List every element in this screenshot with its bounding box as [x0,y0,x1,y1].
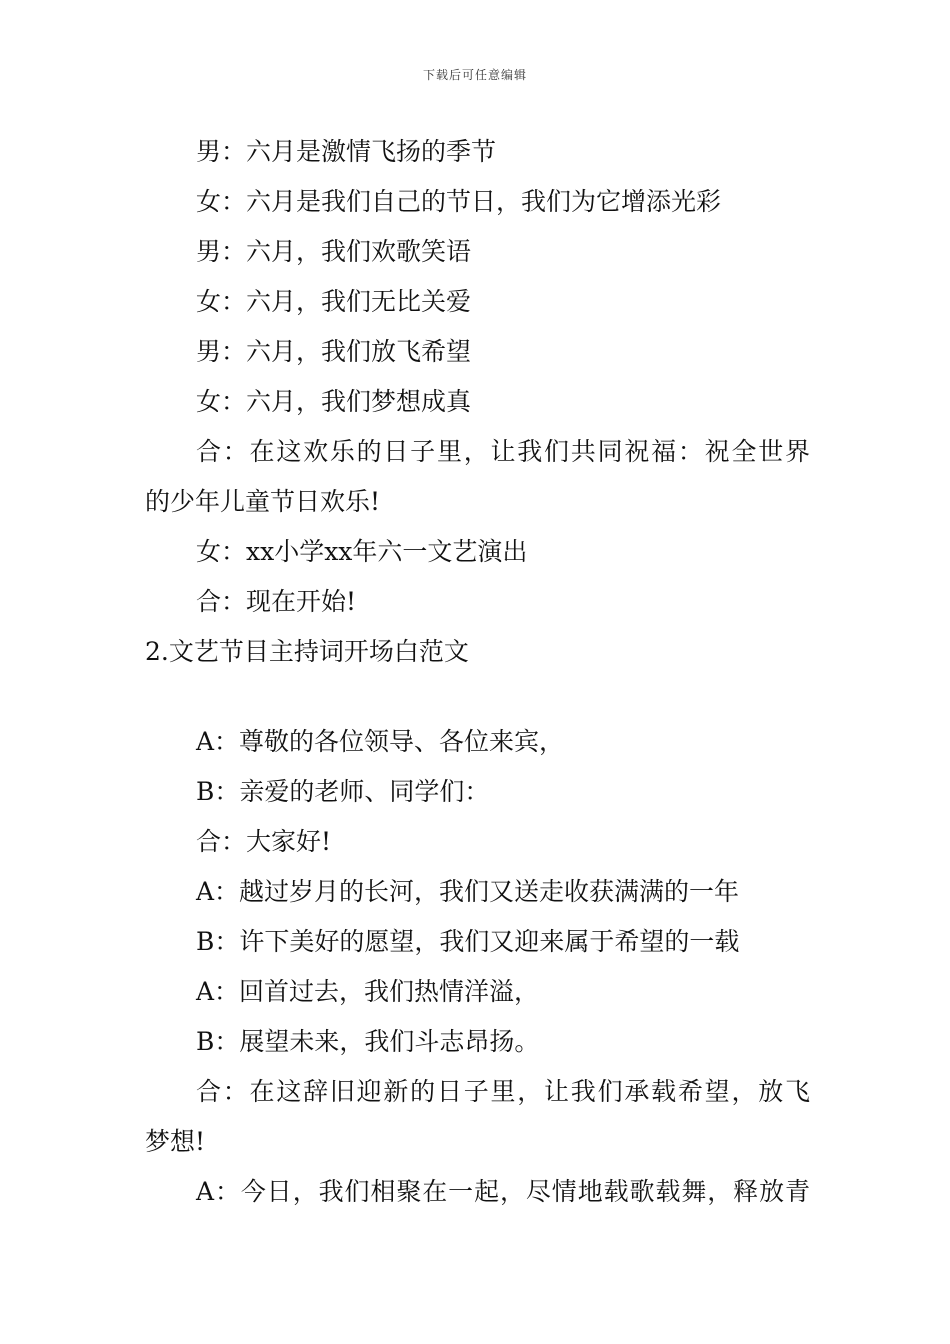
dialogue-line: 女：xx小学xx年六一文艺演出 [196,537,528,566]
dialogue-line: B：展望未来，我们斗志昂扬。 [196,1027,540,1056]
dialogue-line: 男：六月是激情飞扬的季节 [196,137,497,166]
dialogue-line: 合：现在开始! [196,587,357,616]
section-heading: 2.文艺节目主持词开场白范文 [145,637,469,666]
dialogue-line: 合：大家好! [196,827,332,856]
dialogue-line: 合：在这欢乐的日子里，让我们共同祝福：祝全世界 [196,437,810,466]
dialogue-line: A：越过岁月的长河，我们又送走收获满满的一年 [196,877,740,906]
dialogue-line: 男：六月，我们放飞希望 [196,337,472,366]
dialogue-line: B：许下美好的愿望，我们又迎来属于希望的一载 [196,927,740,956]
dialogue-line: A：今日，我们相聚在一起，尽情地载歌载舞，释放青 [196,1177,810,1206]
dialogue-line: 女：六月是我们自己的节日，我们为它增添光彩 [196,187,722,216]
dialogue-line-continuation: 的少年儿童节日欢乐! [145,487,381,516]
dialogue-line: 合：在这辞旧迎新的日子里，让我们承载希望，放飞 [196,1077,810,1106]
page-header-note: 下载后可任意编辑 [422,68,527,82]
paragraph-gap [145,677,810,717]
dialogue-line: A：尊敬的各位领导、各位来宾， [196,727,565,756]
dialogue-line: 男：六月，我们欢歌笑语 [196,237,472,266]
dialogue-line: A：回首过去，我们热情洋溢， [196,977,540,1006]
dialogue-line: 女：六月，我们梦想成真 [196,387,472,416]
dialogue-line: 女：六月，我们无比关爱 [196,287,472,316]
dialogue-line-continuation: 梦想! [145,1127,206,1156]
document-body [145,127,810,1217]
dialogue-line: B：亲爱的老师、同学们： [196,777,490,806]
